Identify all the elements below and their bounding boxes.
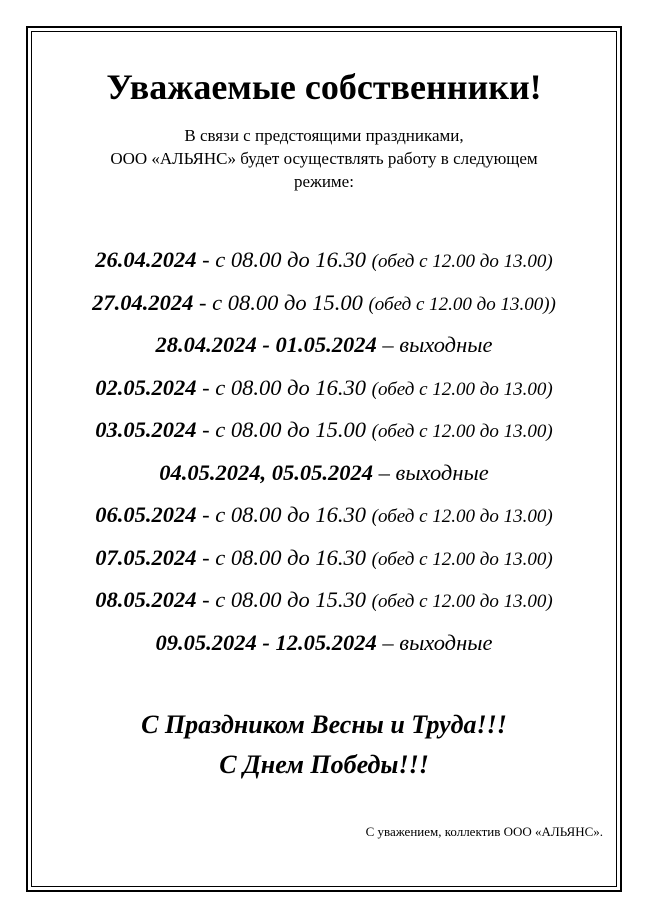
schedule-hours: – выходные — [376, 332, 493, 357]
intro-line-3: режиме: — [294, 172, 354, 191]
signature: С уважением, коллектив ООО «АЛЬЯНС». — [365, 824, 603, 839]
schedule-lunch: (обед с 12.00 до 13.00) — [371, 591, 553, 612]
schedule-row — [31, 502, 617, 545]
schedule-row — [31, 247, 617, 290]
schedule-date: 09.05.2024 - 12.05.2024 — [155, 629, 377, 655]
schedule-lunch: (обед с 12.00 до 13.00) — [371, 378, 553, 400]
schedule-date: 06.05.2024 — [95, 502, 197, 527]
schedule-list — [31, 247, 617, 672]
schedule-hours: - с 08.00 до 16.30 — [196, 544, 372, 570]
schedule-hours: - с 08.00 до 15.30 — [196, 587, 372, 612]
schedule-row — [31, 587, 617, 630]
schedule-row — [31, 375, 617, 418]
greeting-line-2: С Днем Победы!!! — [219, 750, 429, 779]
schedule-row — [31, 332, 617, 375]
schedule-hours: – выходные — [373, 459, 489, 485]
schedule-hours: - с 08.00 до 16.30 — [196, 247, 372, 272]
schedule-lunch: (обед с 12.00 до 13.00) — [371, 506, 553, 527]
schedule-hours: - с 08.00 до 16.30 — [196, 502, 372, 527]
intro-line-2: ООО «АЛЬЯНС» будет осуществлять работу в следующем — [110, 149, 538, 168]
notice-intro — [31, 124, 617, 193]
schedule-date: 28.04.2024 - 01.05.2024 — [155, 332, 377, 357]
schedule-row — [31, 290, 617, 333]
schedule-row — [31, 460, 617, 503]
schedule-lunch: (обед с 12.00 до 13.00) — [371, 548, 553, 570]
schedule-hours: – выходные — [376, 629, 493, 655]
schedule-hours: - с 08.00 до 16.30 — [196, 374, 372, 400]
holiday-greeting — [31, 705, 617, 785]
schedule-row — [31, 630, 617, 673]
greeting-line-1: С Праздником Весны и Труда!!! — [141, 710, 507, 739]
schedule-hours: - с 08.00 до 15.00 — [193, 289, 369, 315]
schedule-date: 07.05.2024 — [95, 544, 197, 570]
schedule-hours: - с 08.00 до 15.00 — [196, 417, 372, 442]
schedule-row — [31, 417, 617, 460]
schedule-date: 26.04.2024 — [95, 247, 197, 272]
intro-line-1: В связи с предстоящими праздниками, — [184, 126, 464, 145]
schedule-date: 08.05.2024 — [95, 587, 197, 612]
schedule-row — [31, 545, 617, 588]
schedule-date: 02.05.2024 — [95, 374, 197, 400]
schedule-date: 03.05.2024 — [95, 417, 197, 442]
schedule-lunch: (обед с 12.00 до 13.00)) — [368, 293, 556, 315]
schedule-lunch: (обед с 12.00 до 13.00) — [371, 251, 553, 272]
schedule-date: 04.05.2024, 05.05.2024 — [159, 459, 374, 485]
notice-title: Уважаемые собственники! — [106, 67, 542, 107]
schedule-lunch: (обед с 12.00 до 13.00) — [371, 421, 553, 442]
schedule-date: 27.04.2024 — [92, 289, 194, 315]
